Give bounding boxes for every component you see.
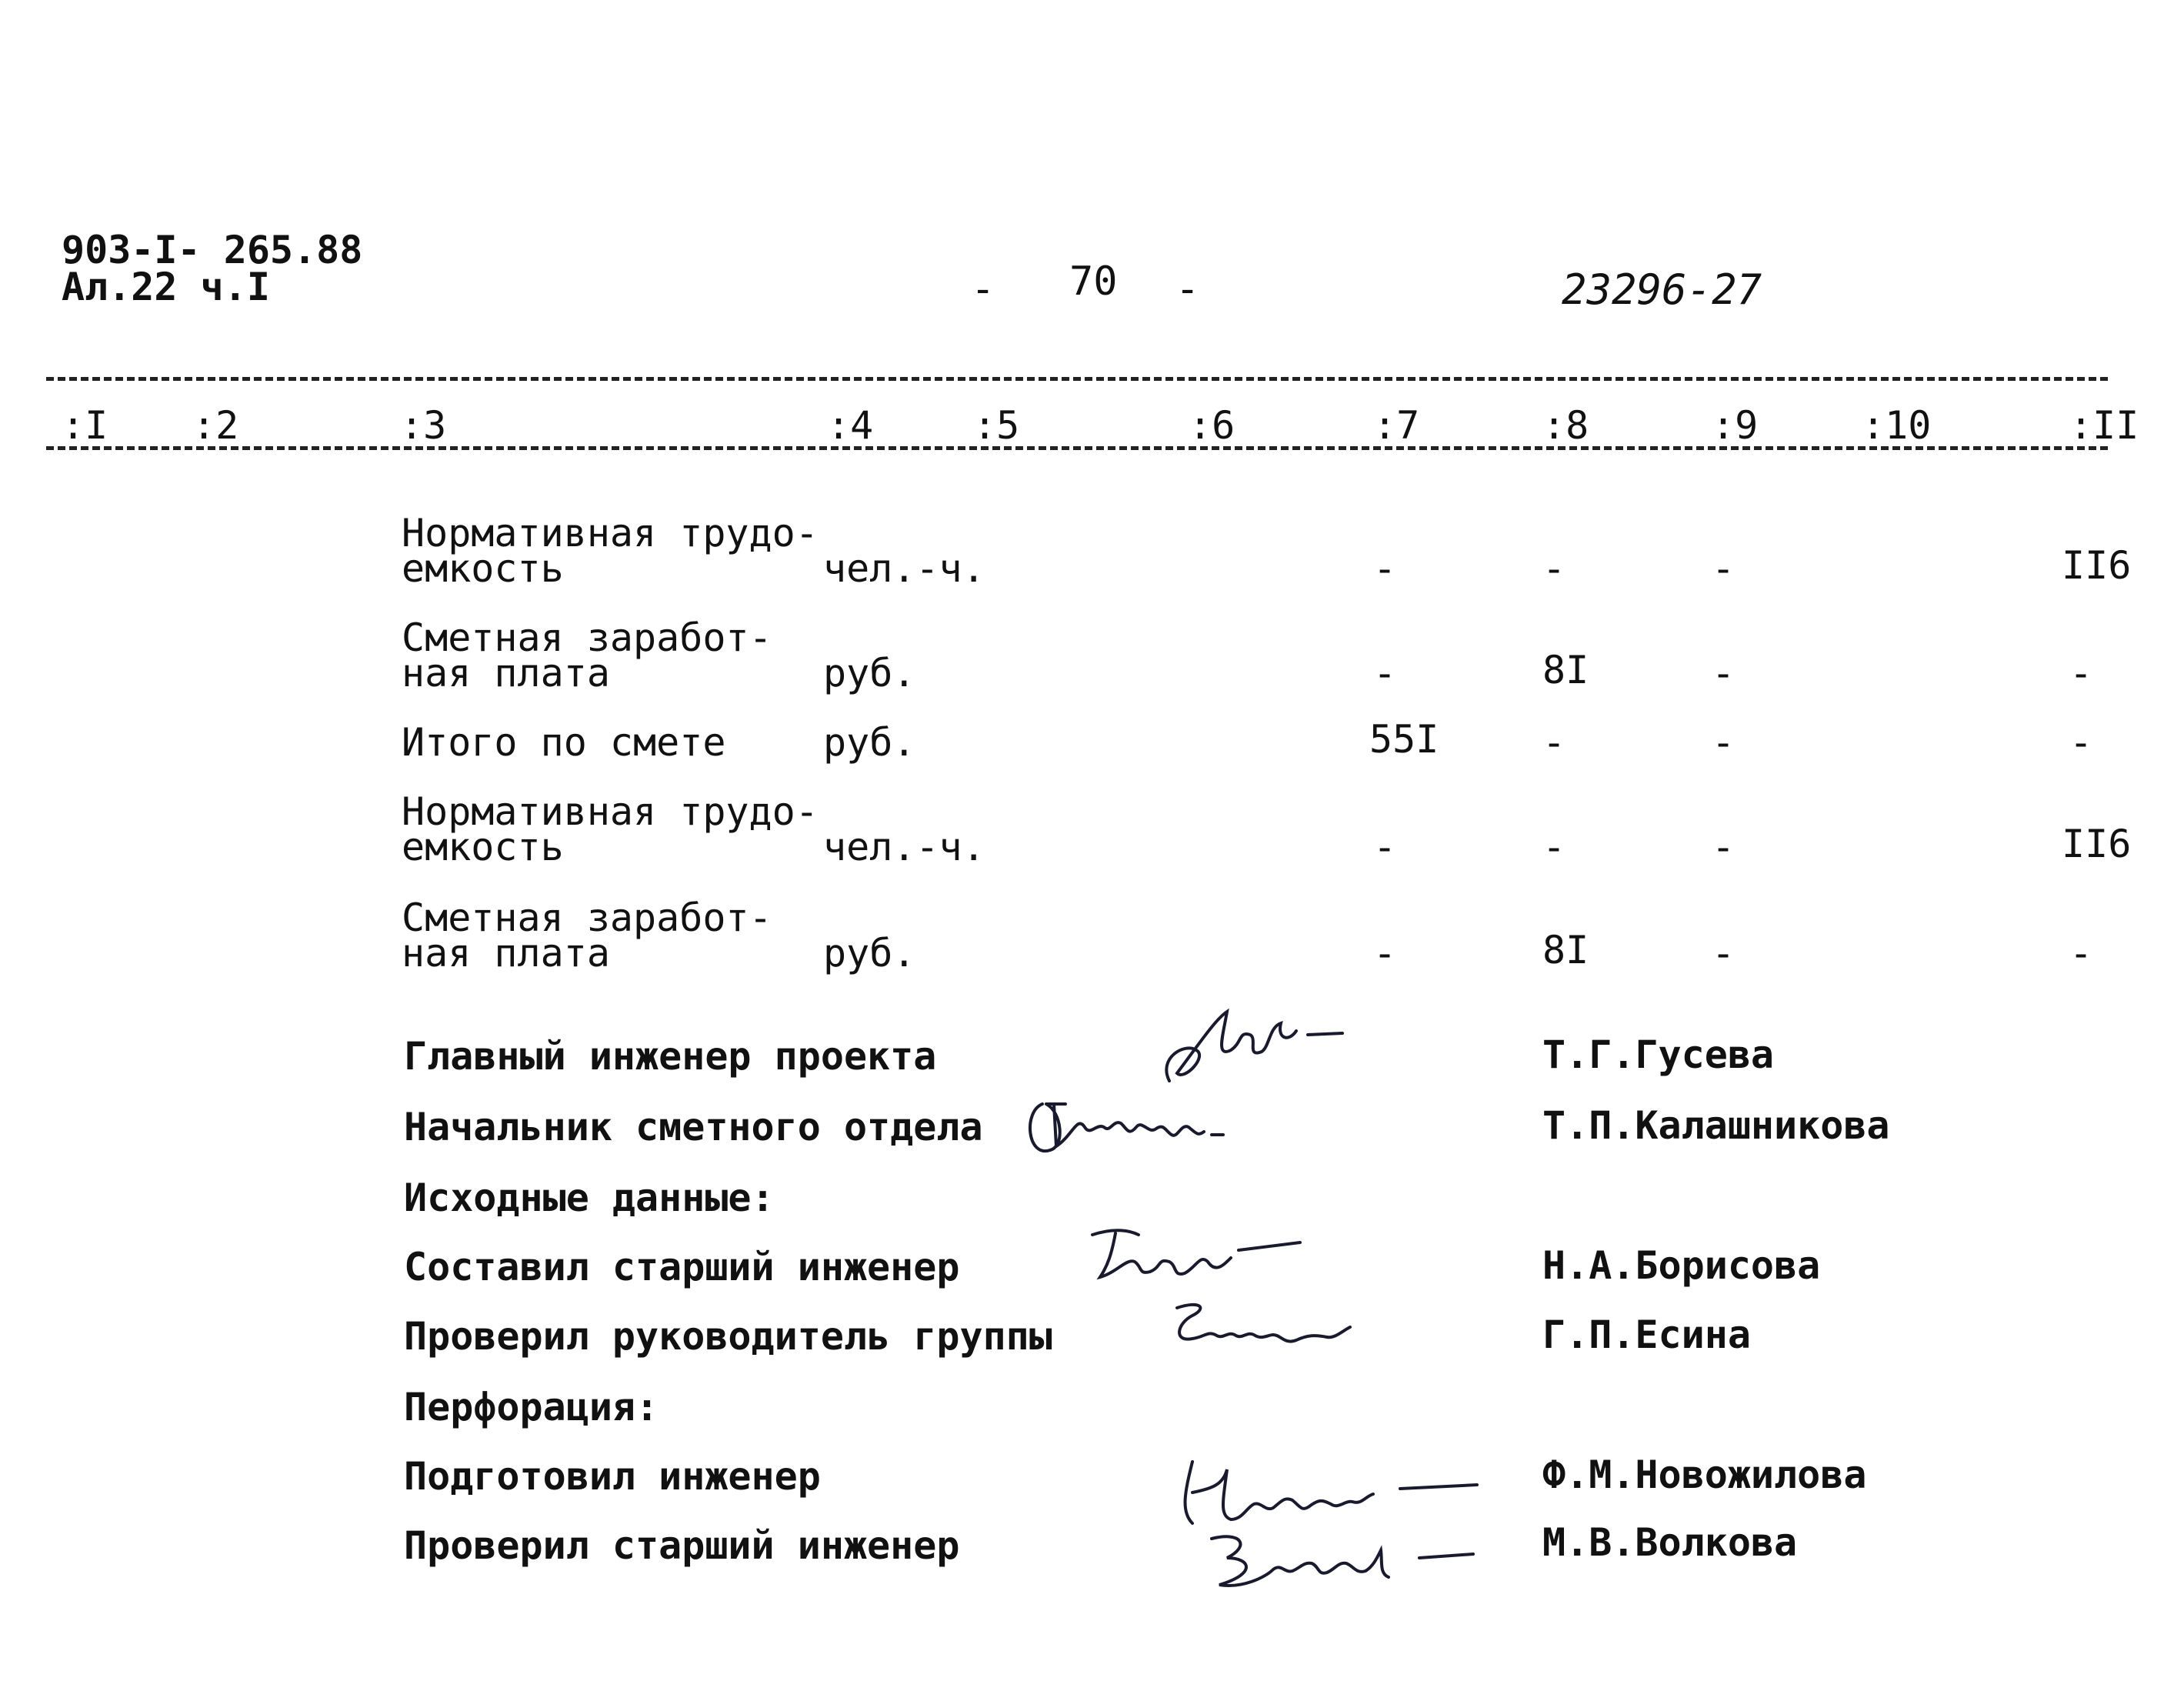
row-name-line2: емкость	[402, 546, 564, 591]
column-number-7: :7	[1373, 403, 1420, 448]
signature-role: Подготовил инженер	[404, 1454, 821, 1499]
row-col8: 8I	[1542, 648, 1589, 692]
column-number-11: :II	[2069, 403, 2139, 448]
row-col7: -	[1373, 931, 1397, 976]
row-unit: чел.-ч.	[823, 546, 985, 591]
top-dashed-rule	[46, 377, 2108, 381]
column-number-1: :I	[62, 403, 108, 448]
row-col11: -	[2069, 720, 2093, 765]
document-part: Ал.22 ч.I	[62, 265, 270, 309]
row-col7: -	[1373, 825, 1397, 869]
row-col7: 55I	[1369, 717, 1439, 762]
row-col11: II6	[2062, 822, 2132, 866]
handwritten-signature	[1085, 1219, 1315, 1299]
column-number-9: :9	[1712, 403, 1759, 448]
signatory-name: Т.П.Калашникова	[1542, 1103, 1890, 1148]
row-col11: -	[2069, 651, 2093, 695]
row-col9: -	[1712, 546, 1736, 591]
row-col9: -	[1712, 825, 1736, 869]
signature-role: Главный инженер проекта	[404, 1034, 937, 1079]
row-col9: -	[1712, 931, 1736, 976]
row-name-line1: Сметная заработ-	[402, 615, 772, 660]
page-dash-right: -	[1175, 266, 1200, 312]
signature-role: Составил старший инженер	[404, 1245, 960, 1289]
column-number-10: :10	[1862, 403, 1932, 448]
handwritten-signature	[1162, 1292, 1362, 1365]
page-number: 70	[1069, 258, 1118, 305]
column-number-3: :3	[400, 403, 447, 448]
row-name-line2: Итого по смете	[402, 720, 726, 765]
column-number-8: :8	[1542, 403, 1589, 448]
signature-role: Исходные данные:	[404, 1176, 775, 1220]
row-name-line2: ная плата	[402, 931, 610, 976]
row-col9: -	[1712, 720, 1736, 765]
signature-role: Перфорация:	[404, 1385, 659, 1429]
handwritten-signature	[1196, 1516, 1489, 1603]
column-number-6: :6	[1189, 403, 1235, 448]
signatory-name: Ф.М.Новожилова	[1542, 1453, 1867, 1497]
row-name-line1: Нормативная трудо-	[402, 789, 819, 834]
row-col8: -	[1542, 546, 1566, 591]
handwritten-signature	[1019, 1081, 1250, 1176]
row-col7: -	[1373, 546, 1397, 591]
document-code: 903-I- 265.88	[62, 228, 363, 272]
signatory-name: Т.Г.Гусева	[1542, 1032, 1775, 1077]
row-col11: II6	[2062, 543, 2132, 588]
page-dash-left: -	[971, 266, 995, 312]
row-col7: -	[1373, 651, 1397, 695]
row-name-line2: емкость	[402, 825, 564, 869]
row-col8: -	[1542, 825, 1566, 869]
signatory-name: М.В.Волкова	[1542, 1520, 1798, 1565]
row-col8: -	[1542, 720, 1566, 765]
signatory-name: Г.П.Есина	[1542, 1312, 1751, 1357]
column-number-5: :5	[973, 403, 1020, 448]
row-name-line1: Сметная заработ-	[402, 896, 772, 940]
column-dashed-rule	[46, 446, 2108, 450]
row-unit: руб.	[823, 651, 916, 695]
row-col11: -	[2069, 931, 2093, 976]
row-col8: 8I	[1542, 928, 1589, 972]
signature-role: Начальник сметного отдела	[404, 1105, 983, 1149]
row-col9: -	[1712, 651, 1736, 695]
row-name-line2: ная плата	[402, 651, 610, 695]
signatory-name: Н.А.Борисова	[1542, 1243, 1821, 1288]
row-unit: чел.-ч.	[823, 825, 985, 869]
signature-role: Проверил руководитель группы	[404, 1314, 1052, 1359]
sheet-code: 23296-27	[1562, 265, 1762, 314]
column-number-4: :4	[827, 403, 874, 448]
row-unit: руб.	[823, 720, 916, 765]
row-name-line1: Нормативная трудо-	[402, 511, 819, 555]
column-number-2: :2	[192, 403, 239, 448]
row-unit: руб.	[823, 931, 916, 976]
signature-role: Проверил старший инженер	[404, 1523, 960, 1568]
